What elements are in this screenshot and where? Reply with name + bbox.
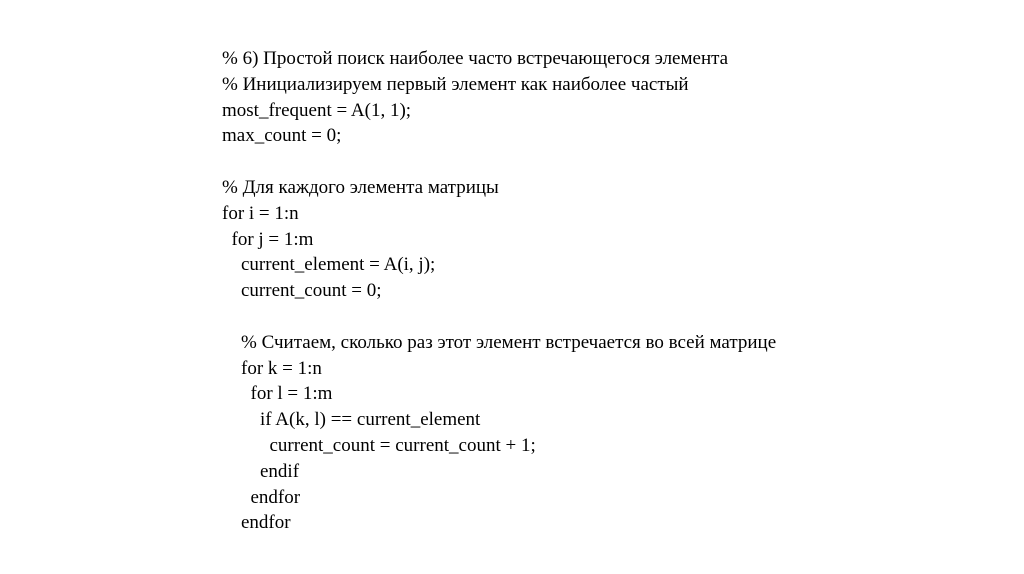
- code-line: current_count = 0;: [222, 280, 382, 302]
- code-comment-line: % Для каждого элемента матрицы: [222, 176, 499, 198]
- code-line: most_frequent = A(1, 1);: [222, 99, 412, 121]
- code-line: endfor: [222, 512, 291, 534]
- code-comment-line: % Инициализируем первый элемент как наиболее частый: [222, 73, 689, 95]
- blank-line: [222, 304, 776, 330]
- code-line: for k = 1:n: [222, 357, 322, 379]
- code-comment-line: % 6) Простой поиск наиболее часто встречающегося элемента: [222, 48, 729, 69]
- code-line: endfor: [222, 486, 301, 508]
- code-line: max_count = 0;: [222, 125, 342, 147]
- code-comment-line: % Считаем, сколько раз этот элемент встречается во всей матрице: [222, 331, 777, 353]
- code-line: if A(k, l) == current_element: [222, 409, 481, 431]
- code-line: for i = 1:n: [222, 202, 299, 224]
- blank-line: [222, 149, 776, 175]
- code-line: current_count = current_count + 1;: [222, 434, 536, 456]
- code-block: [222, 46, 776, 536]
- code-line: for l = 1:m: [222, 383, 333, 405]
- code-line: for j = 1:m: [222, 228, 314, 250]
- code-line: endif: [222, 460, 300, 482]
- code-line: current_element = A(i, j);: [222, 254, 436, 276]
